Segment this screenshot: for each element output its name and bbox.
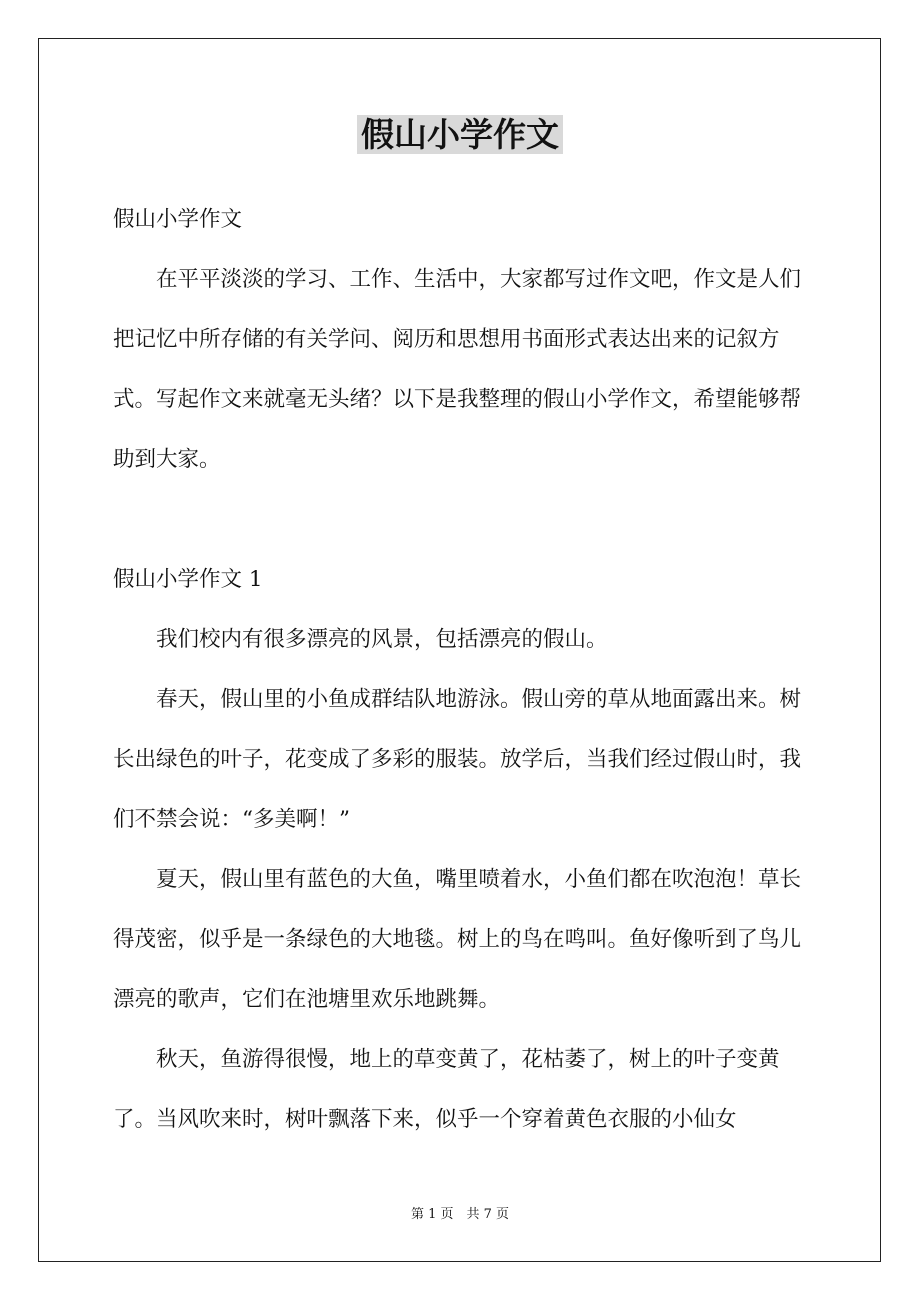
- body-paragraph-2: 春天，假山里的小鱼成群结队地游泳。假山旁的草从地面露出来。树长出绿色的叶子，花变成了多彩的服装。放学后，当我们经过假山时，我们不禁会说：“多美啊！”: [113, 687, 802, 832]
- body-paragraph-4: 秋天，鱼游得很慢，地上的草变黄了，花枯萎了，树上的叶子变黄了。当风吹来时，树叶飘落下来，似乎一个穿着黄色衣服的小仙女: [113, 1047, 780, 1132]
- section1-heading: 假山小学作文 1: [113, 567, 263, 592]
- intro-heading: 假山小学作文: [113, 207, 243, 232]
- document-title: [0, 112, 920, 158]
- page-footer: 第 1 页 共 7 页: [410, 1207, 510, 1222]
- intro-paragraph: 在平平淡淡的学习、工作、生活中，大家都写过作文吧，作文是人们把记忆中所存储的有关学问、阅历和思想用书面形式表达出来的记叙方式。写起作文来就毫无头绪？以下是我整理的假山小学作文，希望能够帮助到大家。: [113, 267, 802, 472]
- section-spacer: [113, 490, 813, 550]
- body-paragraph-1: 我们校内有很多漂亮的风景，包括漂亮的假山。: [156, 627, 608, 652]
- document-title-text: 假山小学作文: [357, 115, 563, 154]
- body-paragraph-3: 夏天，假山里有蓝色的大鱼，嘴里喷着水，小鱼们都在吹泡泡！草长得茂密，似乎是一条绿色的大地毯。树上的鸟在鸣叫。鱼好像听到了鸟儿漂亮的歌声，它们在池塘里欢乐地跳舞。: [113, 867, 802, 1012]
- document-body: [113, 190, 813, 1150]
